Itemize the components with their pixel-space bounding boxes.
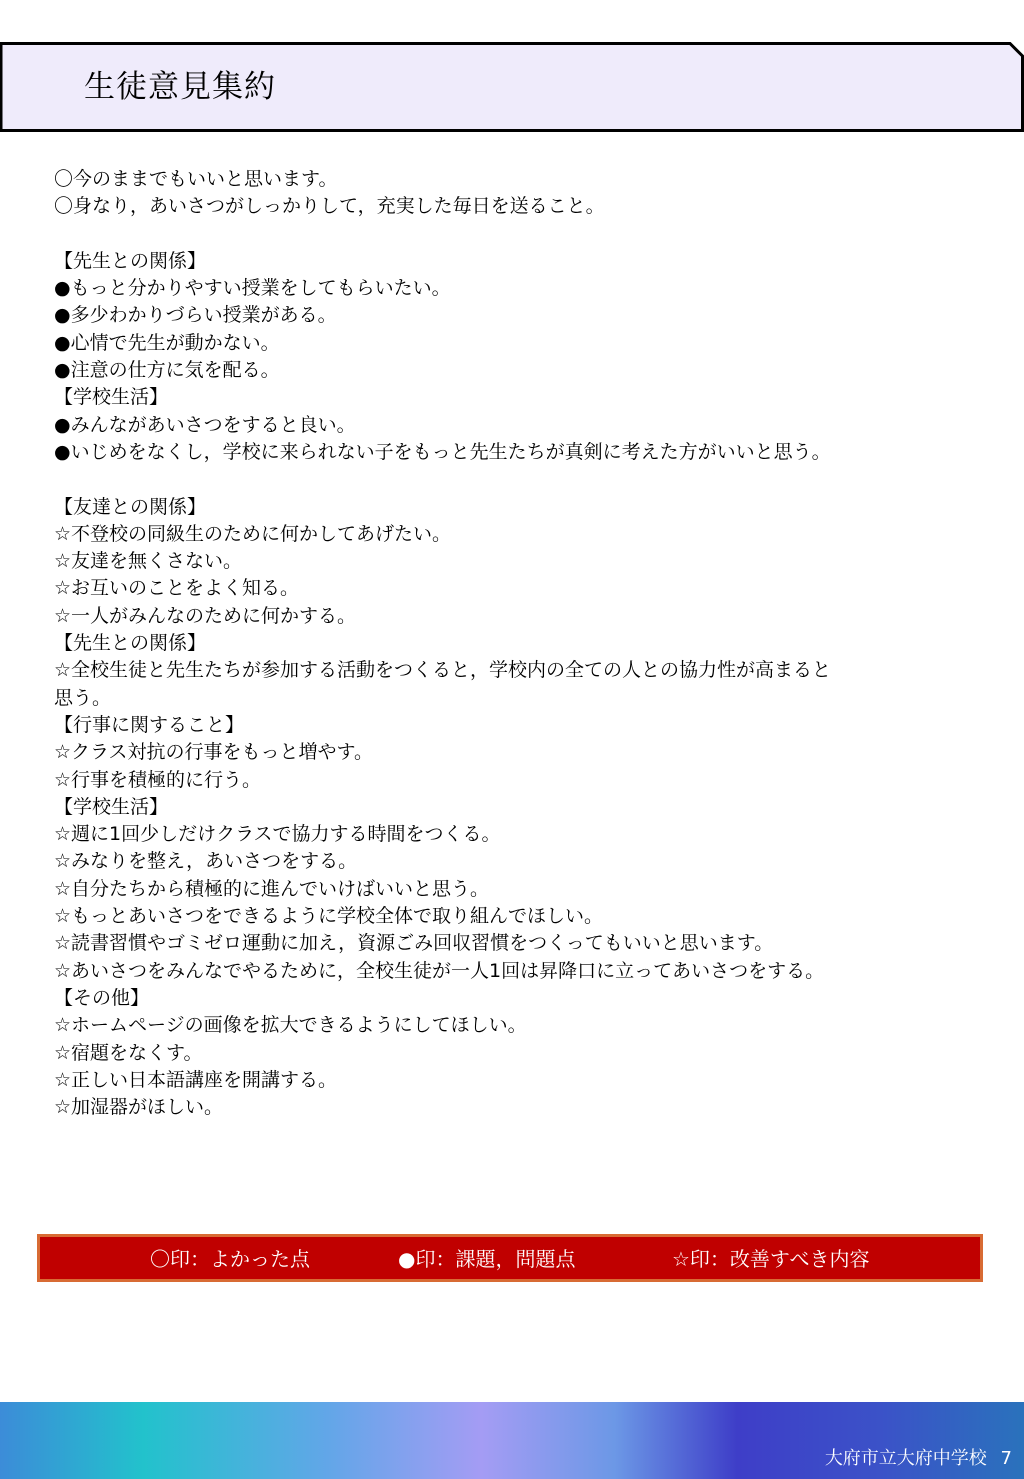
school-name: 大府市立大府中学校	[824, 1448, 987, 1469]
page-title: 生徒意見集約	[84, 69, 276, 105]
spacer	[54, 466, 944, 493]
list-item: ☆読書習慣やゴミゼロ運動に加え，資源ごみ回収習慣をつくってもいいと思います。	[54, 932, 774, 955]
list-item: ☆加湿器がほしい。	[54, 1096, 224, 1119]
list-item: ☆正しい日本語講座を開講する。	[54, 1068, 338, 1091]
list-item: ☆ホームページの画像を拡大できるようにしてほしい。	[54, 1014, 527, 1037]
title-banner	[0, 42, 1024, 132]
list-item: ●みんながあいさつをすると良い。	[54, 413, 356, 436]
list-item: ☆不登校の同級生のために何かしてあげたい。	[54, 522, 452, 545]
list-item: ☆もっとあいさつをできるように学校全体で取り組んでほしい。	[54, 905, 604, 928]
section-heading: 【友達との関係】	[54, 495, 207, 518]
list-item: ☆自分たちから積極的に進んでいけばいいと思う。	[54, 877, 490, 900]
list-item: 〇身なり，あいさつがしっかりして，充実した毎日を送ること。	[54, 195, 605, 218]
list-item: ☆行事を積極的に行う。	[54, 768, 262, 791]
list-item: ☆あいさつをみんなでやるために，全校生徒が一人1回は昇降口に立ってあいさつをする。	[54, 959, 825, 982]
opinion-list	[54, 166, 944, 1121]
spacer	[54, 221, 944, 248]
legend-improve: ☆印：改善すべき内容	[672, 1247, 870, 1271]
section-heading: 【学校生活】	[54, 386, 169, 409]
list-item: ☆お互いのことをよく知る。	[54, 577, 300, 600]
list-item: ●もっと分かりやすい授業をしてもらいたい。	[54, 277, 451, 300]
list-item: ☆クラス対抗の行事をもっと増やす。	[54, 741, 373, 764]
list-item-continuation: 思う。	[54, 686, 112, 709]
list-item: ☆友達を無くさない。	[54, 550, 243, 573]
list-item: ☆全校生徒と先生たちが参加する活動をつくると，学校内の全ての人との協力性が高まると	[54, 659, 832, 682]
list-item: ●心情で先生が動かない。	[54, 331, 280, 354]
list-item: ☆一人がみんなのために何かする。	[54, 604, 357, 627]
list-item: ☆週に1回少しだけクラスで協力する時間をつくる。	[54, 823, 501, 846]
section-heading: 【学校生活】	[54, 795, 169, 818]
list-item: ●多少わかりづらい授業がある。	[54, 304, 337, 327]
list-item: ●注意の仕方に気を配る。	[54, 359, 280, 382]
list-item: ●いじめをなくし，学校に来られない子をもっと先生たちが真剣に考えた方がいいと思う。	[54, 440, 831, 463]
legend-good: 〇印：よかった点	[150, 1247, 310, 1271]
list-item: ☆宿題をなくす。	[54, 1041, 203, 1064]
legend-bar	[37, 1234, 983, 1282]
footer-caption	[825, 1448, 1012, 1470]
list-item: ☆みなりを整え，あいさつをする。	[54, 850, 358, 873]
footer-band	[0, 1402, 1024, 1479]
section-heading: 【行事に関すること】	[54, 713, 245, 736]
legend-issues: ●印：課題，問題点	[398, 1247, 576, 1271]
section-heading: 【先生との関係】	[54, 249, 207, 272]
section-heading: 【先生との関係】	[54, 632, 207, 655]
page-number: 7	[1000, 1448, 1012, 1469]
list-item: 〇今のままでもいいと思います。	[54, 168, 338, 190]
section-heading: 【その他】	[54, 986, 150, 1009]
